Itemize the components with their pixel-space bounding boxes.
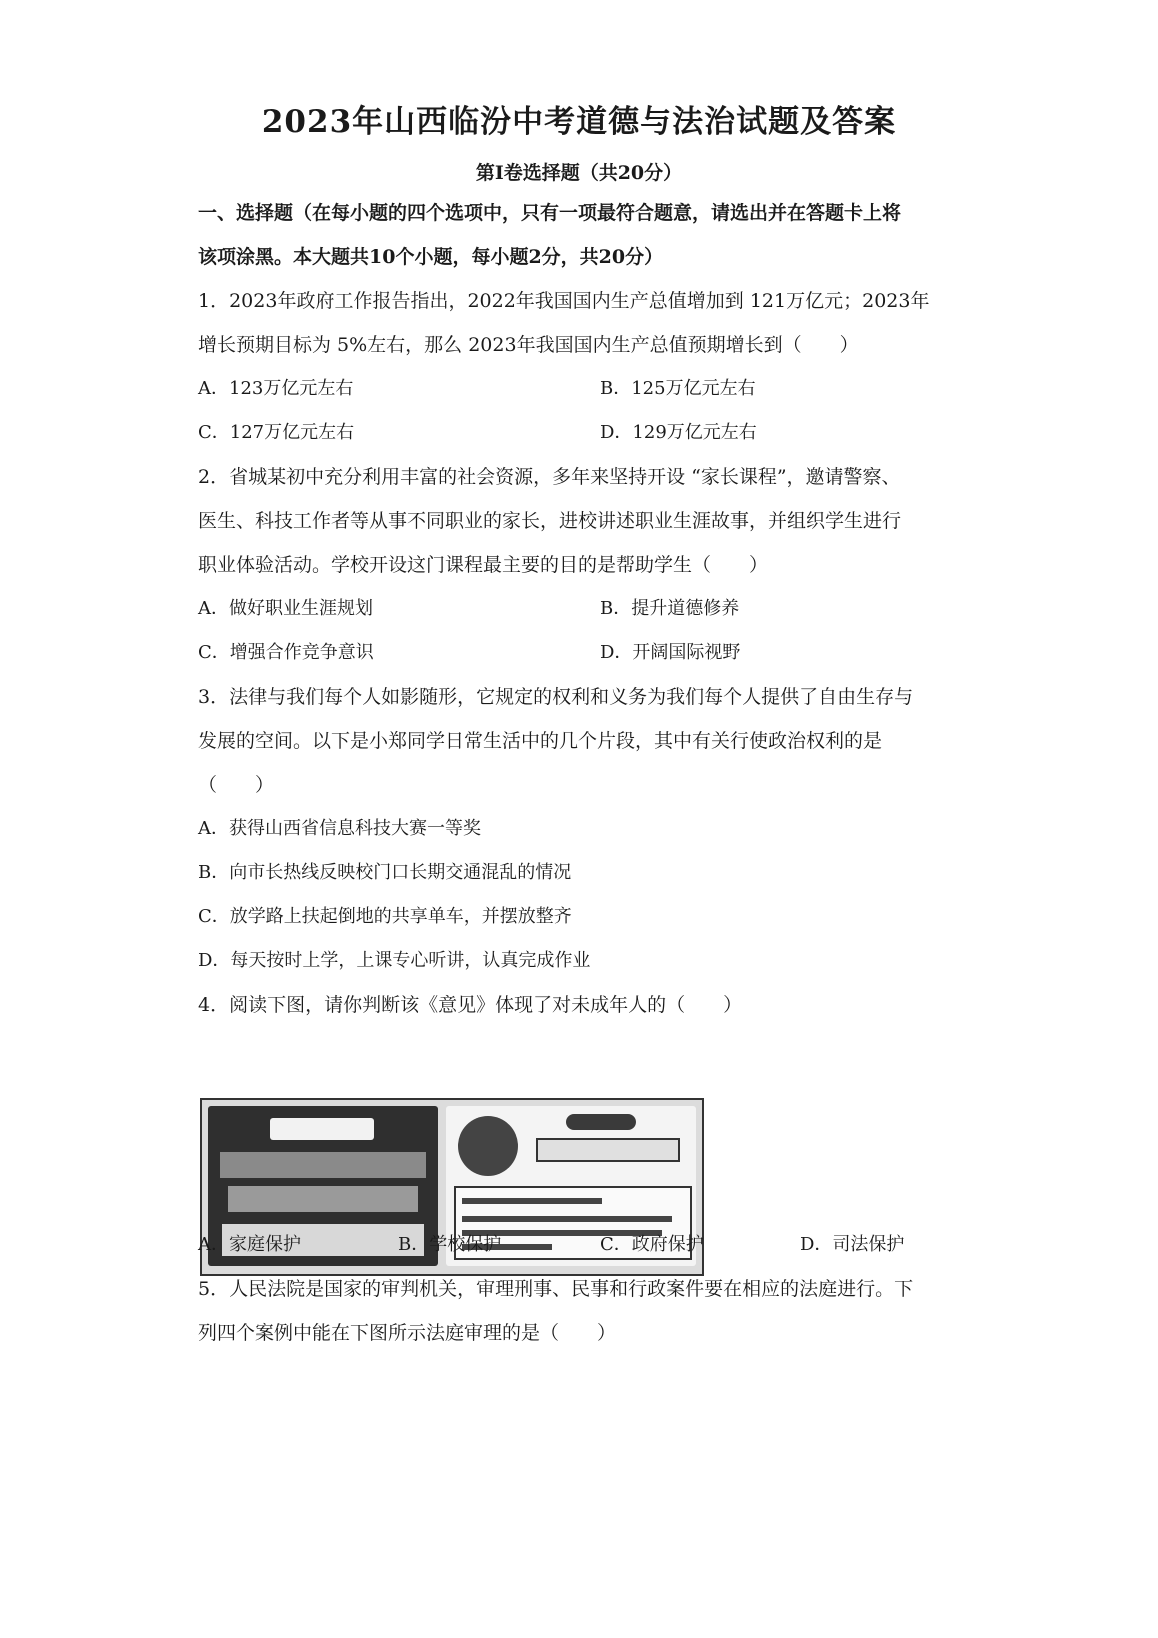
figure-text-line (462, 1198, 602, 1204)
figure-headline-bar (228, 1186, 418, 1212)
question-3-line-3: （ ） (198, 774, 275, 796)
question-4-option-a: A．家庭保护 (198, 1234, 301, 1255)
question-3-line-1: 3．法律与我们每个人如影随形，它规定的权利和义务为我们每个人提供了自由生存与 (198, 686, 914, 708)
question-1-option-c: C．127万亿元左右 (198, 422, 355, 443)
section-instruction-line-2: 该项涂黑。本大题共10个小题，每小题2分，共20分） (198, 246, 664, 268)
question-1-option-a: A．123万亿元左右 (198, 378, 354, 399)
question-2-line-1: 2．省城某初中充分利用丰富的社会资源，多年来坚持开设 “家长课程”，邀请警察、 (198, 466, 901, 488)
figure-label-box (536, 1138, 680, 1162)
question-4-option-d: D．司法保护 (800, 1234, 905, 1255)
question-1-line-1: 1．2023年政府工作报告指出，2022年我国国内生产总值增加到 121万亿元；2023年 (198, 290, 930, 312)
question-2-option-b: B．提升道德修养 (600, 598, 740, 619)
figure-headline-bar (220, 1152, 426, 1178)
question-1-option-d: D．129万亿元左右 (600, 422, 757, 443)
question-1-line-2: 增长预期目标为 5%左右，那么 2023年我国国内生产总值预期增长到（ ） (198, 334, 859, 356)
figure-badge (270, 1118, 374, 1140)
question-3-option-d: D．每天按时上学，上课专心听讲，认真完成作业 (198, 950, 591, 971)
figure-text-line (462, 1216, 672, 1222)
figure-person-illustration (458, 1116, 518, 1176)
question-3-option-b: B．向市长热线反映校门口长期交通混乱的情况 (198, 862, 572, 883)
page-title: 2023年山西临汾中考道德与法治试题及答案 (261, 104, 897, 140)
question-2-line-3: 职业体验活动。学校开设这门课程最主要的目的是帮助学生（ ） (198, 554, 769, 576)
figure-tag (566, 1114, 636, 1130)
question-1-option-b: B．125万亿元左右 (600, 378, 756, 399)
question-3-option-a: A．获得山西省信息科技大赛一等奖 (198, 818, 481, 839)
question-3-option-c: C．放学路上扶起倒地的共享单车，并摆放整齐 (198, 906, 572, 927)
question-2-option-c: C．增强合作竞争意识 (198, 642, 374, 663)
question-2-line-2: 医生、科技工作者等从事不同职业的家长，进校讲述职业生涯故事，并组织学生进行 (198, 510, 902, 532)
question-4-option-b: B．学校保护 (398, 1234, 502, 1255)
question-3-line-2: 发展的空间。以下是小郑同学日常生活中的几个片段，其中有关行使政治权利的是 (198, 730, 883, 752)
question-4-line-1: 4．阅读下图，请你判断该《意见》体现了对未成年人的（ ） (198, 994, 743, 1016)
question-2-option-d: D．开阔国际视野 (600, 642, 741, 663)
question-5-line-1: 5．人民法院是国家的审判机关，审理刑事、民事和行政案件要在相应的法庭进行。下 (198, 1278, 914, 1300)
question-2-option-a: A．做好职业生涯规划 (198, 598, 373, 619)
question-5-line-2: 列四个案例中能在下图所示法庭审理的是（ ） (198, 1322, 617, 1344)
section-subtitle: 第Ⅰ卷选择题（共20分） (475, 162, 683, 184)
question-4-option-c: C．政府保护 (600, 1234, 704, 1255)
section-instruction-line-1: 一、选择题（在每小题的四个选项中，只有一项最符合题意，请选出并在答题卡上将 (198, 202, 902, 224)
